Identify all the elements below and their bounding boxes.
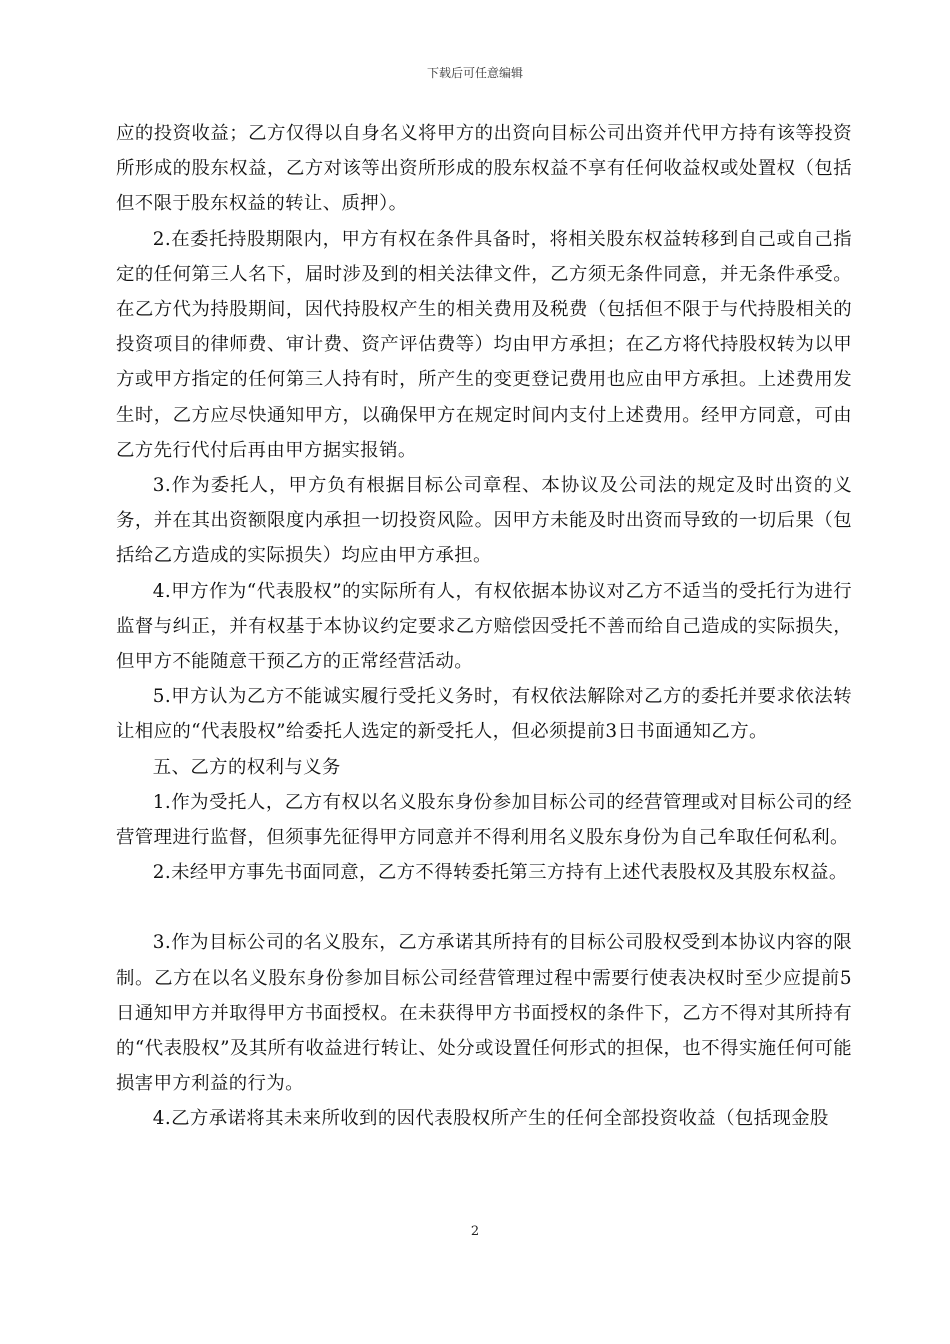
paragraph-b-clause-1: 1.作为受托人，乙方有权以名义股东身份参加目标公司的经营管理或对目标公司的经营管理进行监督，但须事先征得甲方同意并不得利用名义股东身份为自己牟取任何私利。 (116, 791, 852, 849)
page-header-note: 下载后可任意编辑 (426, 66, 523, 80)
document-body (116, 116, 852, 1137)
paragraph-spacer (116, 890, 852, 925)
paragraph-clause-2: 2.在委托持股期限内，甲方有权在条件具备时，将相关股东权益转移到自己或自己指定的任何第三人名下，届时涉及到的相关法律文件，乙方须无条件同意，并无条件承受。在乙方代为持股期间，因代持股权产生的相关费用及税费（包括但不限于与代持股相关的投资项目的律师费、审计费、资产评估费等）均由甲方承担；在乙方将代持股权转为以甲方或甲方指定的任何第三人持有时，所产生的变更登记费用也应由甲方承担。上述费用发生时，乙方应尽快通知甲方，以确保甲方在规定时间内支付上述费用。经甲方同意，可由乙方先行代付后再由甲方据实报销。 (116, 228, 852, 461)
paragraph-b-clause-4: 4.乙方承诺将其未来所收到的因代表股权所产生的任何全部投资收益（包括现金股 (152, 1108, 829, 1130)
page-number: 2 (470, 1224, 480, 1239)
paragraph-b-clause-2: 2.未经甲方事先书面同意，乙方不得转委托第三方持有上述代表股权及其股东权益。 (152, 862, 848, 884)
paragraph-clause-5: 5.甲方认为乙方不能诚实履行受托义务时，有权依法解除对乙方的委托并要求依法转让相应的“代表股权”给委托人选定的新受托人，但必须提前3日书面通知乙方。 (116, 686, 852, 743)
paragraph-clause-3: 3.作为委托人，甲方负有根据目标公司章程、本协议及公司法的规定及时出资的义务，并在其出资额限度内承担一切投资风险。因甲方未能及时出资而导致的一切后果（包括给乙方造成的实际损失）均应由甲方承担。 (116, 475, 852, 567)
section-heading-party-b-rights: 五、乙方的权利与义务 (152, 756, 341, 778)
paragraph-continuation: 应的投资收益；乙方仅得以自身名义将甲方的出资向目标公司出资并代甲方持有该等投资所形成的股东权益，乙方对该等出资所形成的股东权益不享有任何收益权或处置权（包括但不限于股东权益的转让、质押）。 (116, 123, 852, 215)
paragraph-clause-4: 4.甲方作为“代表股权”的实际所有人，有权依据本协议对乙方不适当的受托行为进行监督与纠正，并有权基于本协议约定要求乙方赔偿因受托不善而给自己造成的实际损失，但甲方不能随意干预乙方的正常经营活动。 (116, 580, 852, 673)
paragraph-b-clause-3: 3.作为目标公司的名义股东，乙方承诺其所持有的目标公司股权受到本协议内容的限制。乙方在以名义股东身份参加目标公司经营管理过程中需要行使表决权时至少应提前5日通知甲方并取得甲方书面授权。在未获得甲方书面授权的条件下，乙方不得对其所持有的“代表股权”及其所有收益进行转让、处分或设置任何形式的担保，也不得实施任何可能损害甲方利益的行为。 (116, 932, 852, 1095)
